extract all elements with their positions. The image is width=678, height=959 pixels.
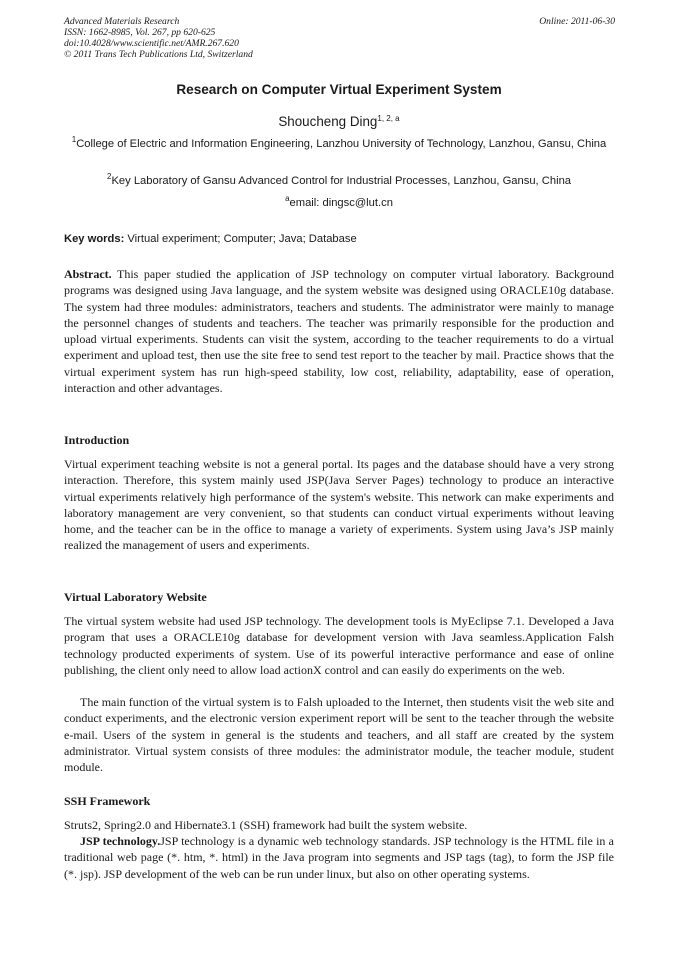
keywords-text: Virtual experiment; Computer; Java; Database: [127, 233, 357, 245]
affiliation-2-text: Key Laboratory of Gansu Advanced Control for Industrial Processes, Lanzhou, Gansu, China: [111, 175, 572, 187]
journal-name: Advanced Materials Research: [64, 16, 180, 27]
heading-virtual-laboratory: Virtual Laboratory Website: [64, 590, 207, 604]
keywords-label: Key words:: [64, 233, 125, 245]
abstract: [64, 266, 614, 396]
affiliation-1: [64, 137, 614, 152]
affiliation-2: [64, 174, 614, 189]
journal-header: [64, 16, 253, 60]
issn-line: ISSN: 1662-8985, Vol. 267, pp 620-625: [64, 27, 216, 38]
jsp-technology-label: JSP technology.: [80, 834, 161, 848]
copyright-line: © 2011 Trans Tech Publications Ltd, Switzerland: [64, 49, 253, 60]
online-date: Online: 2011-06-30: [539, 16, 615, 27]
author-line: [0, 114, 678, 129]
affiliation-1-mark: 1: [71, 135, 77, 144]
affiliation-2-mark: 2: [106, 172, 112, 181]
doi-line: doi:10.4028/www.scientific.net/AMR.267.620: [64, 38, 239, 49]
email-mark: a: [285, 194, 290, 203]
jsp-technology-text: JSP technology is a dynamic web technology standards. JSP technology is the HTML file in a traditional web page (*. htm, *. html) in the Java program into segments and JSP tags (tag), to form the JSP file (*. jsp). JSP development of the web can be run under linux, but also on other operating systems.: [64, 834, 614, 881]
heading-ssh-framework: SSH Framework: [64, 794, 151, 808]
heading-introduction: Introduction: [64, 433, 130, 447]
email-text: email: dingsc@lut.cn: [289, 197, 393, 209]
virtual-lab-paragraph-2: The main function of the virtual system is to Falsh uploaded to the Internet, then students visit the web site and conduct experiments, and the electronic version experiment report will be sent to the teacher through the website e-mail. Users of the system in general is the students and teachers, and all staff are created by the system administrator. Virtual system consists of three modules: the administrator module, the teacher module, student module.: [64, 695, 614, 775]
paper-title: Research on Computer Virtual Experiment System: [176, 82, 502, 97]
email-line: [64, 196, 614, 211]
introduction-paragraph: Virtual experiment teaching website is not a general portal. Its pages and the database should have a very strong interaction. Therefore, this system mainly used JSP(Java Server Pages) technology to produce an interactive virtual experiments relatively high performance of the system's website. This network can make experiments and laboratory management are very convenient, so that students can conduct virtual experiments without leaving home, and the teacher can be in the office to manage a variety of experiments. System using Java’s JSP mainly realized the management of users and experiments.: [64, 457, 614, 553]
abstract-label: Abstract.: [64, 267, 112, 281]
affiliation-1-text: College of Electric and Information Engineering, Lanzhou University of Technology, Lanzhou, Gansu, China: [76, 138, 607, 150]
author-affiliation-marks: 1, 2, a: [377, 114, 400, 123]
keywords: [64, 232, 614, 247]
ssh-paragraph-1: Struts2, Spring2.0 and Hibernate3.1 (SSH) framework had built the system website.: [64, 818, 468, 832]
author-name: Shoucheng Ding: [278, 114, 378, 129]
abstract-text: This paper studied the application of JSP technology on computer virtual laboratory. Background programs was designed using Java language, and the system website was designed using ORACLE10g database. The system had three modules: administrators, teachers and students. The administrator were mainly to manage the personnel changes of students and teachers. The teacher was primarily responsible for the production and upload virtual experiments. Students can visit the system, according to the teacher requirements to do a virtual experiment and upload test, then use the site free to send test report to the teacher by mail. Practice shows that the virtual experiment system has run high-speed stability, low cost, reliability, adaptability, ease of operation, interaction and other advantages.: [64, 267, 614, 396]
virtual-lab-paragraph-1: The virtual system website had used JSP technology. The development tools is MyEclipse 7.1. Developed a Java program that uses a ORACLE10g database for development version with Java seamless.Application Falsh technology producted experiments of system. Use of its powerful interactive performance and ease of online publishing, the client only need to allow load actionX control and can easily do experiments on the web.: [64, 614, 614, 677]
ssh-paragraph-2: [64, 833, 614, 882]
